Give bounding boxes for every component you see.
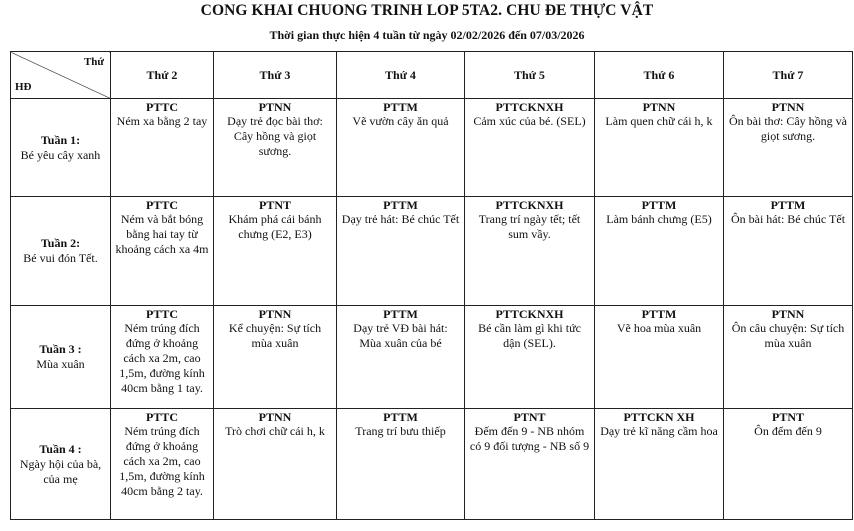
activity-cell	[111, 99, 214, 197]
day-header: Thứ 2	[111, 52, 214, 99]
activity-text: Làm bánh chưng (E5)	[606, 212, 712, 226]
activity-code: PTTM	[383, 410, 418, 424]
activity-code: PTNN	[258, 100, 292, 114]
activity-cell	[214, 99, 337, 197]
activity-text: Cảm xúc của bé. (SEL)	[473, 114, 586, 128]
activity-code: PTTCKNXH	[495, 198, 564, 212]
activity-code: PTNN	[258, 410, 292, 424]
week-cell	[11, 409, 111, 520]
day-header: Thứ 5	[465, 52, 595, 99]
activity-text: Ôn bài hát: Bé chúc Tết	[730, 212, 846, 226]
activity-code: PTTC	[145, 410, 178, 424]
activity-text: Ôn bài thơ: Cây hồng và giọt sương.	[729, 114, 847, 143]
activity-code: PTNT	[258, 198, 291, 212]
activity-cell	[214, 306, 337, 409]
activity-text: Đếm đến 9 - NB nhóm có 9 đối tượng - NB số 9	[469, 424, 590, 453]
week-number: Tuần 3 :	[39, 342, 82, 356]
activity-cell	[337, 306, 465, 409]
activity-text: Khám phá cái bánh chưng (E2, E3)	[228, 212, 322, 241]
activity-cell	[337, 197, 465, 306]
activity-text: Ôn câu chuyện: Sự tích mùa xuân	[731, 321, 845, 350]
corner-header	[11, 52, 111, 99]
week-cell	[11, 197, 111, 306]
activity-text: Dạy trẻ kĩ năng cầm hoa	[600, 424, 718, 438]
activity-text: Trang trí ngày tết; tết sum vầy.	[478, 212, 581, 241]
activity-text: Dạy trẻ hát: Bé chúc Tết	[341, 212, 460, 226]
activity-cell	[724, 409, 853, 520]
activity-code: PTTCKNXH	[495, 100, 564, 114]
day-header: Thứ 3	[214, 52, 337, 99]
activity-code: PTTC	[145, 307, 178, 321]
week-number: Tuần 4 :	[39, 441, 82, 456]
week-cell	[11, 99, 111, 197]
activity-code: PTTC	[145, 198, 178, 212]
activity-code: PTNN	[258, 307, 292, 321]
table-row	[11, 409, 853, 520]
week-number: Tuần 2:	[40, 236, 81, 250]
activity-cell	[595, 99, 724, 197]
activity-cell	[111, 197, 214, 306]
document-subtitle: Thời gian thực hiện 4 tuần từ ngày 02/02/2026 đến 07/03/2026	[269, 28, 585, 42]
activity-code: PTNT	[513, 410, 546, 424]
activity-code: PTTM	[770, 198, 806, 212]
activity-cell	[465, 306, 595, 409]
day-header: Thứ 7	[724, 52, 853, 99]
activity-text: Vẽ hoa mùa xuân	[616, 321, 702, 335]
activity-text: Làm quen chữ cái h, k	[605, 114, 713, 128]
activity-cell	[337, 409, 465, 520]
activity-code: PTTM	[383, 307, 418, 321]
activity-cell	[724, 197, 853, 306]
week-theme: Ngày hội của bà, của mẹ	[19, 456, 102, 486]
activity-text: Ném xa bằng 2 tay	[116, 114, 208, 128]
activity-text: Dạy trẻ VĐ bài hát: Mùa xuân của bé	[353, 321, 448, 350]
activity-text: Ném và bắt bóng bằng hai tay từ khoảng cách xa 4m	[115, 212, 209, 256]
schedule-table	[10, 51, 853, 520]
table-row	[11, 197, 853, 306]
activity-text: Bé cần làm gì khi tức dận (SEL).	[478, 321, 581, 350]
document-title: CONG KHAI CHUONG TRINH LOP 5TA2. CHU ĐE THỰC VẬT	[200, 2, 654, 19]
activity-cell	[214, 197, 337, 306]
activity-code: PTNN	[642, 100, 676, 114]
activity-code: PTTM	[383, 100, 418, 114]
activity-code: PTTM	[641, 198, 677, 212]
table-row	[11, 306, 853, 409]
week-theme: Mùa xuân	[36, 357, 85, 371]
table-row	[11, 99, 853, 197]
corner-activity-label: HĐ	[15, 81, 32, 93]
activity-text: Ném trúng đích đứng ở khoảng cách xa 2m, cao 1,5m, đường kính 40cm bằng 2 tay.	[119, 424, 205, 498]
activity-code: PTNT	[771, 410, 804, 424]
activity-code: PTTCKN XH	[623, 410, 695, 424]
week-theme: Bé vui đón Tết.	[23, 251, 98, 265]
activity-code: PTNN	[771, 307, 805, 321]
activity-code: PTTM	[641, 307, 677, 321]
activity-cell	[595, 409, 724, 520]
activity-cell	[111, 306, 214, 409]
activity-cell	[465, 409, 595, 520]
activity-text: Kể chuyện: Sự tích mùa xuân	[228, 321, 322, 350]
activity-cell	[724, 99, 853, 197]
activity-text: Dạy trẻ đọc bài thơ: Cây hồng và giọt sương.	[227, 114, 323, 158]
activity-code: PTTM	[383, 198, 418, 212]
activity-cell	[111, 409, 214, 520]
activity-text: Trò chơi chữ cái h, k	[225, 424, 325, 438]
corner-day-label: Thứ	[83, 56, 104, 68]
day-header: Thứ 4	[337, 52, 465, 99]
activity-cell	[595, 306, 724, 409]
activity-text: Trang trí bưu thiếp	[355, 424, 446, 438]
activity-cell	[465, 99, 595, 197]
day-header: Thứ 6	[595, 52, 724, 99]
week-theme: Bé yêu cây xanh	[20, 147, 101, 162]
activity-text: Vẽ vườn cây ăn quả	[352, 114, 449, 128]
activity-text: Ôn đếm đến 9	[754, 424, 822, 438]
week-number: Tuần 1:	[40, 132, 81, 147]
activity-cell	[724, 306, 853, 409]
activity-code: PTTCKNXH	[495, 307, 564, 321]
activity-cell	[337, 99, 465, 197]
activity-code: PTNN	[771, 100, 805, 114]
activity-cell	[595, 197, 724, 306]
activity-cell	[465, 197, 595, 306]
activity-text: Ném trúng đích đứng ở khoảng cách xa 2m, cao 1,5m, đường kính 40cm bằng 1 tay.	[119, 321, 205, 395]
activity-code: PTTC	[145, 100, 178, 114]
activity-cell	[214, 409, 337, 520]
week-cell	[11, 306, 111, 409]
